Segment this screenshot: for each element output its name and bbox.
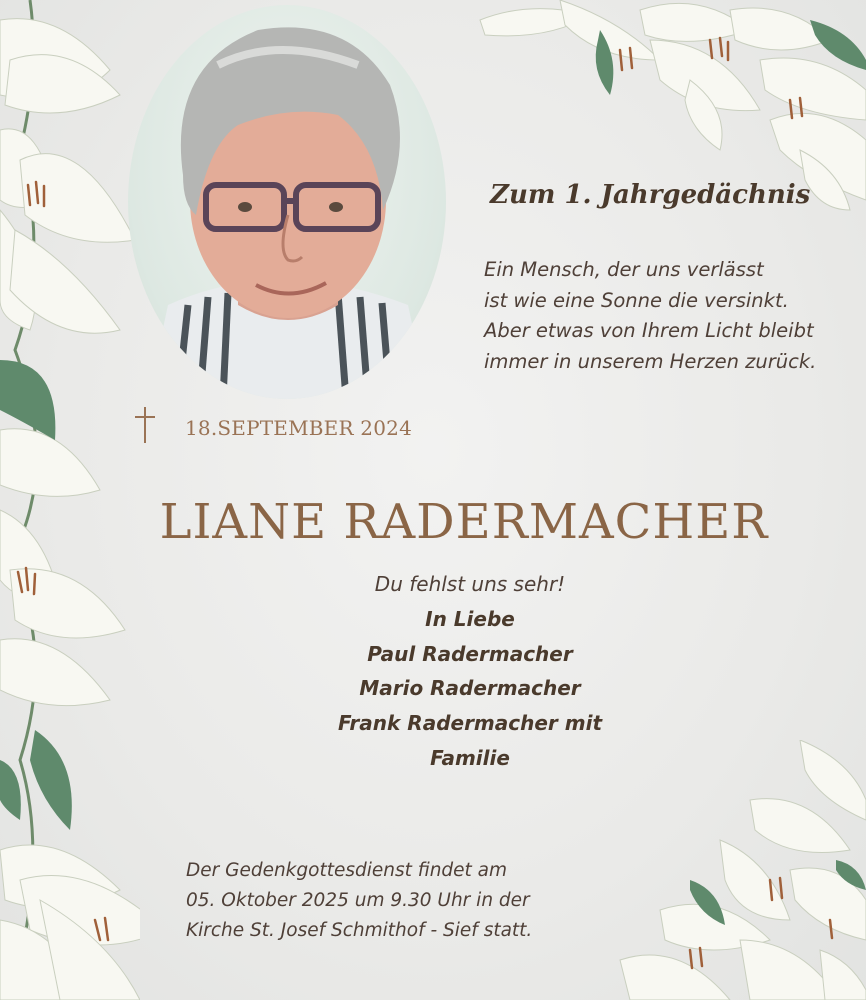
anniversary-heading: Zum 1. Jahrgedächnis [490, 180, 811, 210]
closing-block [0, 567, 866, 776]
deceased-name: LIANE RADERMACHER [159, 494, 769, 550]
closing-message: Du fehlst uns sehr! [374, 572, 566, 596]
poem [484, 255, 864, 378]
closing-signoff: In Liebe [425, 606, 515, 631]
death-date: 18.SEPTEMBER 2024 [185, 416, 412, 440]
mourner-name: Mario Radermacher [359, 676, 581, 701]
cross-icon [132, 405, 158, 445]
poem-line: immer in unserem Herzen zurück. [484, 350, 817, 374]
service-line: Der Gedenkgottesdienst findet am [186, 860, 508, 881]
mourner-name: Frank Radermacher mit [337, 711, 603, 736]
poem-line: Ein Mensch, der uns verlässt [484, 258, 764, 281]
portrait-photo [128, 5, 446, 399]
service-line: 05. Oktober 2025 um 9.30 Uhr in der [186, 890, 530, 911]
poem-line: Aber etwas von Ihrem Licht bleibt [484, 319, 814, 343]
memorial-service-info [186, 856, 626, 946]
lily-decoration-bottom-right [600, 740, 866, 1000]
mourner-name: Paul Radermacher [367, 641, 573, 666]
service-line: Kirche St. Josef Schmithof - Sief statt. [186, 920, 533, 941]
poem-line: ist wie eine Sonne die versinkt. [484, 288, 789, 312]
mourner-name: Familie [430, 745, 510, 770]
